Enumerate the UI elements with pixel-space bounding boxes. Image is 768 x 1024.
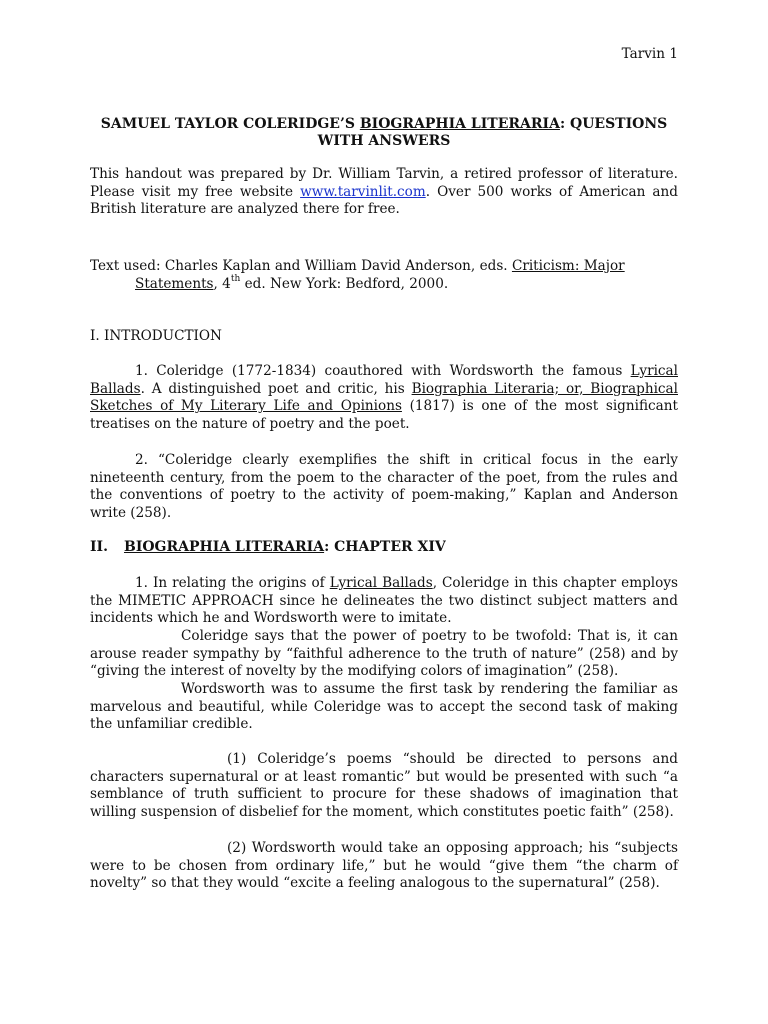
intro-note-text: This handout was prepared by Dr. William Tarvin, a retired professor of literature. Please visit my free website xyxy=(90,166,678,200)
title-prefix: SAMUEL TAYLOR COLERIDGE’S xyxy=(100,116,360,132)
s2p1-end: , Coleridge in this chapter employs the MIMETIC APPROACH since he delineates the two distinct subject matters and incidents which he and Wordsworth were to imitate. xyxy=(90,575,678,627)
edition-superscript: th xyxy=(230,274,241,285)
s2-numeral: II. xyxy=(90,539,108,555)
text-used-lead: Text used: Charles Kaplan and William David Anderson, eds. xyxy=(90,258,512,274)
section-1-paragraph-1 xyxy=(90,363,678,434)
s1p1-book-1: Lyrical Ballads xyxy=(90,363,678,397)
s2-work: BIOGRAPHIA LITERARIA xyxy=(123,539,325,555)
running-head: Tarvin 1 xyxy=(621,46,678,62)
title-work: BIOGRAPHIA LITERARIA xyxy=(359,116,560,132)
title-suffix: : QUESTIONS WITH ANSWERS xyxy=(317,116,668,149)
section-2-paragraph-3: Wordsworth was to assume the first task by rendering the familiar as marvelous and beautiful, while Coleridge was to accept the second task of making the unfamiliar credible. xyxy=(90,681,678,733)
intro-note xyxy=(90,166,678,219)
text-used xyxy=(90,258,678,276)
text-used-edition: , 4 xyxy=(213,275,231,292)
text-used-book: Criticism: Major xyxy=(511,258,625,274)
intro-note-text-end: . Over 500 works of American and British literature are analyzed there for free. xyxy=(90,183,678,218)
page-title xyxy=(90,116,678,150)
section-1-heading: I. INTRODUCTION xyxy=(90,328,222,344)
section-2-paragraph-2: Coleridge says that the power of poetry to be twofold: That is, it can arouse reader sympathy by “faithful adherence to the truth of nature” (258) and by “giving the interest of novelty by the modifying colors of imagination” (258). xyxy=(90,628,678,680)
section-1-paragraph-2: 2. “Coleridge clearly exemplifies the shift in critical focus in the early nineteenth century, from the poem to the character of the poet, from the rules and the conventions of poetry to the activity of poem-making,” Kaplan and Anderson write (258). xyxy=(90,452,678,522)
s2p1-book: Lyrical Ballads xyxy=(329,575,433,591)
s1p1-mid: . A distinguished poet and critic, his xyxy=(140,380,412,397)
text-used-rest: ed. New York: Bedford, 2000. xyxy=(240,275,449,292)
section-2-paragraph-4: (1) Coleridge’s poems “should be directed to persons and characters supernatural or at least romantic” but would be presented with such “a semblance of truth sufficient to procure for these shadows of imagination that willing suspension of disbelief for the moment, which constitutes poetic faith” (258). xyxy=(90,751,678,821)
section-2-heading xyxy=(90,539,678,557)
text-used-continued xyxy=(135,276,678,294)
section-2-paragraph-5: (2) Wordsworth would take an opposing approach; his “subjects were to be chosen from ordinary life,” but he would “give them “the charm of novelty” so that they would “excite a feeling analogous to the supernatural” (258). xyxy=(90,840,678,892)
website-link[interactable]: www.tarvinlit.com xyxy=(300,183,426,200)
s1p1-lead: 1. Coleridge (1772-1834) coauthored with Wordsworth the famous xyxy=(135,363,631,379)
s2p1-lead: 1. In relating the origins of xyxy=(135,575,330,591)
s1p1-book-2: Biographia Literaria; or, Biographical Sketches of My Literary Life and Opinions xyxy=(90,380,678,415)
section-2-paragraph-1 xyxy=(90,575,678,628)
text-used-book-2: Statements xyxy=(135,275,214,292)
s2-chapter: : CHAPTER XIV xyxy=(324,539,446,555)
s1p1-end: (1817) is one of the most significant treatises on the nature of poetry and the poet. xyxy=(90,398,678,433)
